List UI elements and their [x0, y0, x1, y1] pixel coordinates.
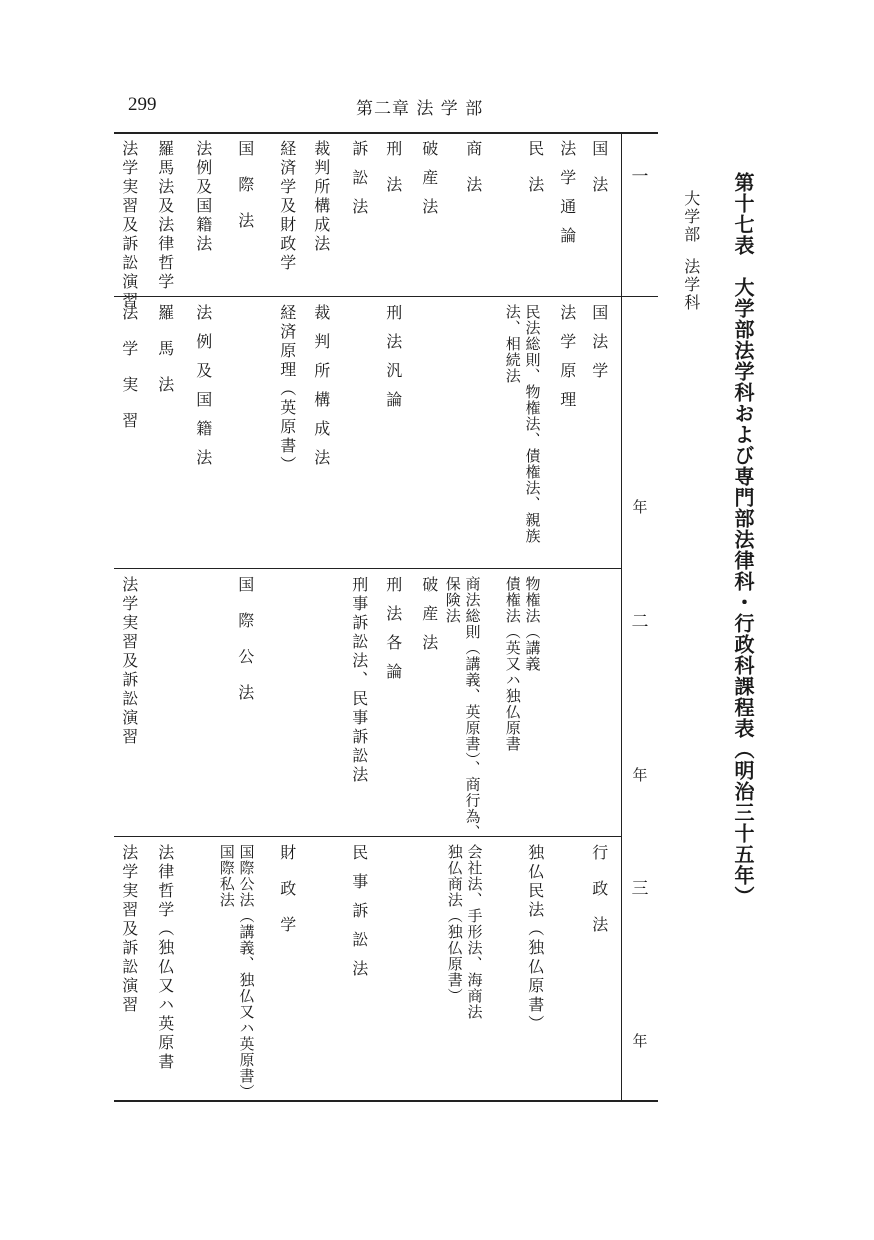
year2-commercial-line: 保険法: [443, 576, 462, 624]
subject-header: 刑法: [383, 140, 403, 212]
year3-commercial-line: 独仏商法（独仏原書）: [445, 844, 464, 1004]
year2-entry: 法学実習及訴訟演習: [119, 576, 139, 747]
year1-entry: 羅馬法: [155, 304, 175, 412]
subject-header: 国法: [589, 140, 609, 212]
year-2-name: 二: [631, 612, 649, 632]
year3-intl-line: 国際私法: [217, 844, 236, 908]
curriculum-table: [114, 132, 658, 1102]
year3-entry: [446, 844, 482, 1020]
year1-entry: 法学実習: [119, 304, 139, 448]
subject-header: 国際法: [235, 140, 255, 248]
year2-entry: 国際公法: [235, 576, 255, 720]
year1-entry: [504, 304, 540, 544]
year3-entry: 独仏民法（独仏原書）: [525, 844, 545, 1034]
table-caption: 第十七表 大学部法学科および専門部法律科・行政科課程表（明治三十五年）: [731, 172, 755, 907]
running-head: 第二章 法 学 部: [356, 99, 484, 119]
subject-header: 羅馬法及法律哲学: [155, 140, 175, 292]
subject-header: 法学実習及訴訟演習: [119, 140, 139, 311]
year2-civil-line: 物権法（講義: [523, 576, 542, 672]
subject-header: 経済学及財政学: [277, 140, 297, 273]
subcaption-school: 大学部: [681, 190, 701, 244]
year-1-unit: 年: [632, 498, 648, 516]
page-number: 299: [128, 94, 157, 115]
year-1-name: 一: [631, 167, 649, 187]
year-3-unit: 年: [632, 1032, 648, 1050]
year1-section: [114, 296, 622, 568]
year3-entry: [218, 844, 254, 1100]
year3-entry: 法律哲学（独仏又ハ英原書: [155, 844, 175, 1072]
year2-civil-line: 債権法（英又ハ独仏原書: [503, 576, 522, 752]
year-2-unit: 年: [632, 766, 648, 784]
year3-section: [114, 836, 622, 1102]
year2-entry: 破産法: [419, 576, 439, 663]
subject-header: 商法: [463, 140, 483, 212]
year1-entry: 裁判所構成法: [311, 304, 331, 478]
year2-entry: [504, 576, 540, 752]
year1-civil-line: 法、相続法: [503, 304, 522, 384]
year3-entry: 行政法: [589, 844, 609, 952]
year1-entry: 経済原理（英原書）: [277, 304, 297, 475]
year-3-name: 三: [631, 879, 649, 899]
year3-intl-line: 国際公法（講義、独仏又ハ英原書）: [237, 844, 256, 1100]
year2-entry: 刑事訴訟法、民事訴訟法: [349, 576, 369, 785]
subject-header: 法学通論: [557, 140, 577, 256]
year2-entry: [444, 576, 480, 841]
year2-commercial-line: 商法総則（講義、英原書）、商行為、: [463, 576, 482, 841]
year1-entry: 国法学: [589, 304, 609, 391]
year3-commercial-line: 会社法、手形法、海商法: [465, 844, 484, 1020]
year3-entry: 法学実習及訴訟演習: [119, 844, 139, 1015]
year2-entry: 刑法各論: [383, 576, 403, 692]
year1-entry: 刑法汎論: [383, 304, 403, 420]
year1-civil-line: 民法総則、物権法、債権法、親族: [523, 304, 542, 544]
table-rule-top: [114, 132, 658, 134]
subject-header: 法例及国籍法: [193, 140, 213, 254]
year2-section: [114, 568, 622, 841]
subject-header: 裁判所構成法: [311, 140, 331, 254]
subject-header: 訴訟法: [349, 140, 369, 227]
subject-header: 破産法: [419, 140, 439, 227]
year3-entry: 民事訴訟法: [349, 844, 369, 989]
year1-entry: 法例及国籍法: [193, 304, 213, 478]
subcaption-course: 法学科: [681, 258, 701, 312]
year1-entry: 法学原理: [557, 304, 577, 420]
table-subcaption: [682, 190, 699, 312]
subject-header: 民法: [525, 140, 545, 212]
year3-entry: 財政学: [277, 844, 297, 952]
